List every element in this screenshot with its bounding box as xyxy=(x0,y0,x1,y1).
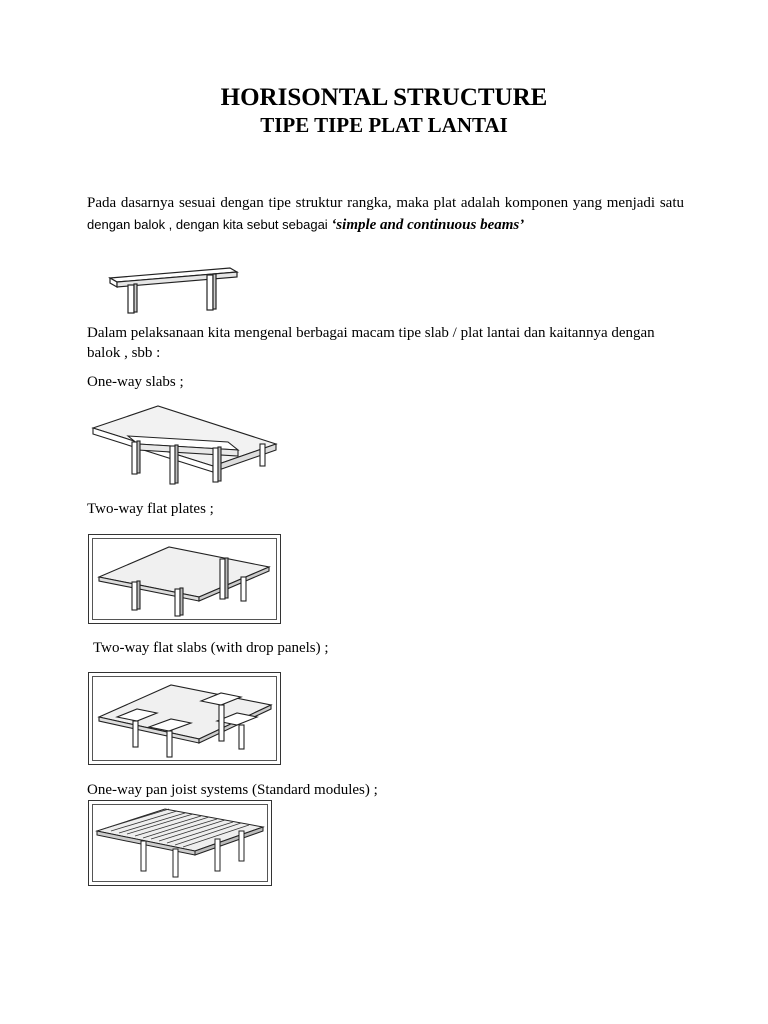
intro-paragraph-line2 xyxy=(87,214,684,236)
flat-slab-drop-panel-figure xyxy=(88,672,281,765)
flat-plate-figure xyxy=(88,534,281,624)
beam-figure xyxy=(100,262,240,318)
intro-paragraph-line1: Pada dasarnya sesuai dengan tipe struktur rangka, maka plat adalah komponen yang menjadi satu xyxy=(87,195,684,211)
type-label-flat-slabs: Two-way flat slabs (with drop panels) ; xyxy=(93,640,329,656)
type-label-pan-joist: One-way pan joist systems (Standard modules) ; xyxy=(87,782,378,798)
type-label-one-way-slabs: One-way slabs ; xyxy=(87,374,184,390)
type-label-flat-plates: Two-way flat plates ; xyxy=(87,501,214,517)
intro-plain-text: dengan balok , dengan kita sebut sebagai xyxy=(87,217,332,232)
page-title: HORISONTAL STRUCTURE xyxy=(220,84,548,111)
intro-emphasis-text: ‘simple and continuous beams’ xyxy=(331,217,525,233)
page-subtitle: TIPE TIPE PLAT LANTAI xyxy=(260,113,508,137)
one-way-slab-figure xyxy=(88,394,278,488)
pan-joist-figure xyxy=(88,800,272,886)
types-intro-paragraph: Dalam pelaksanaan kita mengenal berbagai macam tipe slab / plat lantai dan kaitannya dengan balok , sbb : xyxy=(87,325,655,361)
